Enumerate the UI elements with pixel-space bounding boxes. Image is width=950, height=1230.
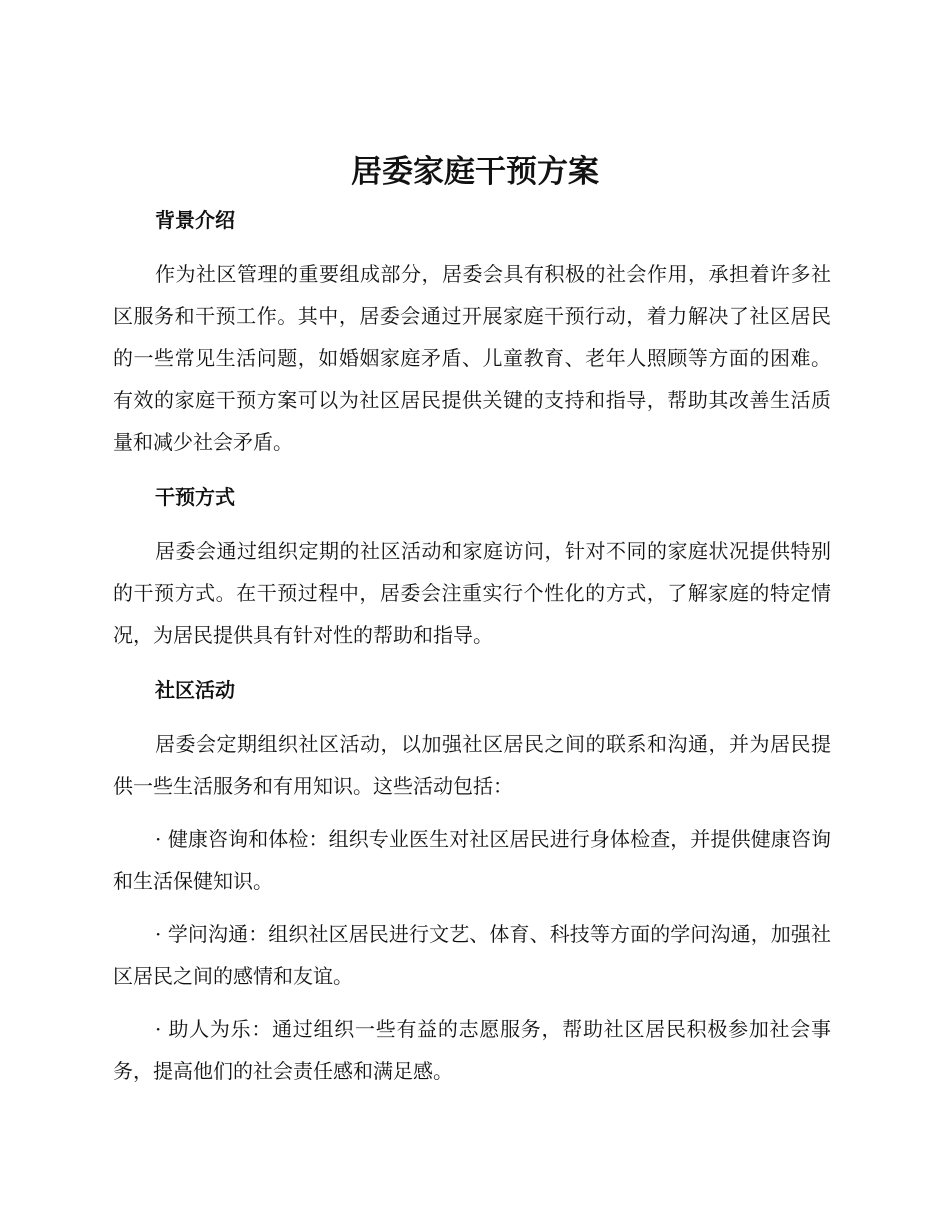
document-body	[113, 201, 831, 1092]
section-heading-background: 背景介绍	[155, 208, 235, 232]
section-heading-intervention-method: 干预方式	[155, 485, 235, 509]
section-heading-community-activities: 社区活动	[155, 678, 235, 702]
list-item-volunteer-service: · 助人为乐：通过组织一些有益的志愿服务，帮助社区居民积极参加社会事务，提高他们的社会责任感和满足感。	[113, 1017, 831, 1083]
list-item-health-consultation: · 健康咨询和体检：组织专业医生对社区居民进行身体检查，并提供健康咨询和生活保健知识。	[113, 827, 831, 893]
paragraph-intervention-method: 居委会通过组织定期的社区活动和家庭访问，针对不同的家庭状况提供特别的干预方式。在干预过程中，居委会注重实行个性化的方式，了解家庭的特定情况，为居民提供具有针对性的帮助和指导。	[113, 539, 831, 647]
paragraph-community-activities: 居委会定期组织社区活动，以加强社区居民之间的联系和沟通，并为居民提供一些生活服务和有用知识。这些活动包括：	[113, 732, 831, 798]
list-item-knowledge-exchange: · 学问沟通：组织社区居民进行文艺、体育、科技等方面的学问沟通，加强社区居民之间的感情和友谊。	[113, 922, 831, 988]
document-title: 居委家庭干预方案	[351, 154, 599, 190]
paragraph-background: 作为社区管理的重要组成部分，居委会具有积极的社会作用，承担着许多社区服务和干预工作。其中，居委会通过开展家庭干预行动，着力解决了社区居民的一些常见生活问题，如婚姻家庭矛盾、儿童教育、老年人照顾等方面的困难。有效的家庭干预方案可以为社区居民提供关键的支持和指导，帮助其改善生活质量和减少社会矛盾。	[113, 262, 831, 454]
